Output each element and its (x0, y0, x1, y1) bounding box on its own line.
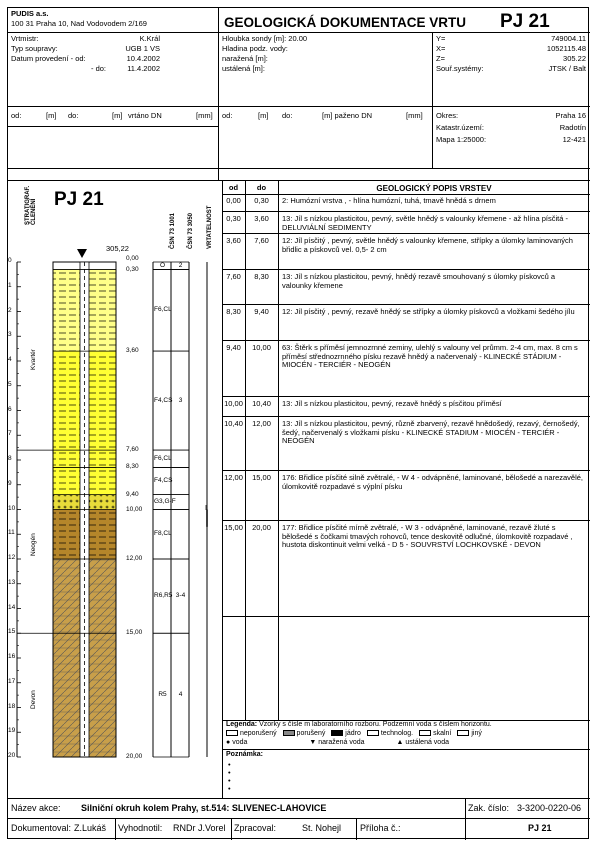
depth-scale-label: 7 (8, 430, 12, 438)
water-icon: ● (226, 739, 231, 746)
table-row (222, 397, 590, 417)
csn1-class: F4,CS (154, 396, 173, 404)
note-title: Poznámka: (226, 751, 263, 758)
rock-sample-icon (419, 730, 431, 736)
order-number: 3-3200-0220-06 (517, 803, 582, 813)
row-depth-to: 0,30 (254, 196, 269, 205)
log-title: PJ 21 (54, 189, 104, 210)
row-description: 13: Jíl s nízkou plasticitou, pevný, hnědý rezavě smouhovaný s úlomky pískovců a valounky křemene (282, 272, 556, 290)
documented-by: Z.Lukáš (74, 823, 107, 833)
depth-scale-label: 12 (8, 554, 16, 561)
document-title: GEOLOGICKÁ DOKUMENTACE VRTU (224, 15, 466, 30)
row-description: 2: Humózní vrstva , - hlína humózní, tuhá, tmavě hnědá s drnem (282, 196, 496, 205)
csn1-class: R6,R5 (154, 592, 173, 600)
strat-header: STRATIGRAF. ČLENĚNÍ (25, 185, 37, 225)
depth-scale-label: 16 (8, 653, 16, 660)
depth-scale-label: 9 (8, 479, 12, 487)
csn2-class: 2 (178, 261, 183, 269)
csn2-class: 3-4 (175, 592, 186, 600)
csn1-class: R5 (158, 691, 167, 699)
depth-scale-label: 3 (8, 331, 12, 339)
row-depth-from: 3,60 (226, 236, 241, 245)
project-name: Silniční okruh kolem Prahy, st.514: SLIVENEC-LAHOVICE (81, 803, 327, 813)
row-description: 12: Jíl písčitý , pevný, rezavě hnědý se střípky a úlomky pískovců a vložkami šedého jílu (282, 307, 575, 316)
depth-scale-label: 2 (8, 306, 12, 314)
depth-scale-label: 1 (8, 281, 12, 289)
table-row (222, 194, 590, 212)
depth-scale-label: 8 (8, 455, 12, 462)
table-row (222, 234, 590, 270)
depth-scale-label: 4 (8, 356, 12, 363)
row-description: 13: Jíl s nízkou plasticitou, pevný, světle hnědý s valounky křemene - až hlína písčitá - DELUVIÁLNÍ SEDIMENTY (282, 214, 568, 232)
layer-depth-label: 20,00 (126, 753, 143, 760)
processed-label: Zpracoval: (234, 823, 277, 833)
row-depth-from: 0,00 (226, 196, 241, 205)
depth-scale-label: 18 (8, 702, 16, 710)
row-description: 13: Jíl s nízkou plasticitou, pevný, různě zbarvený, rezavě hnědošedý, rezavý, černošedý, šedý, načervenalý s vložkami písku - KLINECKÉ STADIUM - MIOCÉN - TERCIÉR - NEOGÉN (282, 419, 580, 446)
csn1-class: F4,CS (154, 477, 173, 485)
layer-depth-label: 12,00 (126, 555, 143, 562)
table-row (222, 471, 590, 521)
core-sample-icon (331, 730, 343, 736)
row-description: 176: Břidlice písčité silně zvětralé, - W 4 - odvápněné, laminované, bělošedé a narezavělé, úlomkovitě rozpadavé s výplní písku (282, 473, 583, 491)
layer-depth-label: 9,40 (126, 490, 139, 498)
drillability-header: VRTATELNOST (207, 205, 213, 249)
layer-depth-label: 8,30 (126, 463, 139, 471)
depth-scale-label: 11 (8, 529, 15, 537)
depth-scale-label: 17 (8, 677, 16, 685)
layer-depth-label: 0,30 (126, 266, 139, 274)
strat-unit-label: Neogén (30, 532, 37, 556)
table-row (222, 417, 590, 471)
row-depth-to: 10,40 (252, 399, 271, 408)
row-depth-from: 12,00 (224, 473, 243, 482)
row-depth-to: 10,00 (252, 343, 271, 352)
csn2-header: ČSN 73 3050 (188, 212, 194, 249)
row-depth-to: 9,40 (254, 307, 269, 316)
row-depth-from: 10,40 (224, 419, 243, 428)
depth-scale-label: 14 (8, 603, 16, 611)
layer-depth-label: 15,00 (126, 629, 143, 637)
attachment-label: Příloha č.: (360, 823, 401, 833)
legend: Legenda: Vzorky s čísle m laboratorního rozboru. Podzemní voda s číslem horizontu. (226, 721, 492, 728)
project-label: Název akce: (11, 803, 61, 813)
processed-by: St. Nohejl (302, 823, 342, 833)
documented-label: Dokumentoval: (11, 823, 72, 833)
row-depth-from: 8,30 (226, 307, 241, 316)
layer-depth-label: 3,60 (126, 347, 139, 355)
legend-samples: neporušený porušený jádro technolog. skalní jiný (226, 730, 482, 738)
surface-elevation: 305,22 (106, 244, 129, 253)
other-sample-icon (457, 730, 469, 736)
desc-header-do: do (256, 183, 267, 192)
depth-scale-label: 5 (8, 380, 12, 388)
depth-scale-label: 10 (8, 504, 16, 512)
company-address: 100 31 Praha 10, Nad Vodovodem 2/169 (11, 19, 147, 28)
table-row (222, 212, 590, 234)
attachment-number: PJ 21 (528, 823, 552, 833)
struck-water-icon: ▼ (309, 739, 317, 746)
depth-scale-label: 20 (8, 752, 16, 759)
company-name: PUDIS a.s. (11, 9, 49, 18)
row-depth-to: 7,60 (254, 236, 269, 245)
row-depth-from: 9,40 (226, 343, 241, 352)
layer-depth-label: 7,60 (126, 446, 139, 454)
row-depth-from: 15,00 (224, 523, 243, 532)
row-depth-from: 10,00 (224, 399, 243, 408)
technological-sample-icon (367, 730, 379, 736)
row-depth-to: 12,00 (252, 419, 271, 428)
table-row (222, 341, 590, 397)
csn1-class: F8,CL (154, 530, 172, 538)
row-depth-from: 7,60 (226, 272, 241, 281)
bore-id: PJ 21 (500, 11, 550, 32)
csn2-class: 4 (178, 691, 183, 699)
row-description: 12: Jíl písčitý , pevný, světle hnědý s valounky křemene, střípky a úlomky laminovaných břidlic a pískovců vel. 0,5- 2 cm (282, 236, 573, 254)
borehole-log (8, 180, 222, 798)
table-row (222, 521, 590, 617)
disturbed-sample-icon (283, 730, 295, 736)
evaluated-label: Vyhodnotil: (118, 823, 163, 833)
depth-scale-label: 13 (8, 578, 16, 586)
strat-unit-label: Devon (30, 690, 37, 710)
desc-header-od: od (228, 183, 239, 192)
order-label: Zak. číslo: (468, 803, 510, 813)
table-row (222, 305, 590, 341)
csn1-class: G3,G-F (154, 498, 176, 506)
csn1-class: O (159, 261, 166, 269)
csn1-class: F6,CL (154, 454, 172, 462)
row-depth-from: 0,30 (226, 214, 241, 223)
row-description: 177: Břidlice písčité mírně zvětralé, - W 3 - odvápněné, laminované, rezavě žluté s bělošedé s čočkami tmavých rohovců, tence deskovitě odlučné, úlomkovitě rozpadavé , hustota diskontinuit velmi velká - D 5 - SOUVRSTVÍ LOCHKOVSKÉ - DEVON (282, 523, 573, 550)
evaluated-by: RNDr J.Vorel (173, 823, 226, 833)
row-depth-to: 8,30 (254, 272, 269, 281)
csn2-class: 3 (178, 396, 183, 404)
row-depth-to: 15,00 (252, 473, 271, 482)
row-depth-to: 3,60 (254, 214, 269, 223)
layer-depth-label: 0,00 (126, 255, 139, 262)
layer-depth-label: 10,00 (126, 505, 143, 513)
drillability-value: I (205, 504, 207, 512)
geological-log-sheet: PUDIS a.s. 100 31 Praha 10, Nad Vodovodem 2/169 GEOLOGICKÁ DOKUMENTACE VRTU PJ 21 Vrtmistr: K.Král Typ soupravy: UGB 1 VS Datum provedení - od: 10.4.2002 - do: 11.4.2002 Hloubka sondy [m]: 20.00 Hladina podz. vody: naražená [m]: ustálená [m]: Y= 749004.11 X= 1052115.48 Z= 305.22 Souř.systémy: JTSK / Balt od: [m] do: [m] vrtáno DN [mm] od: [m] do: [m] paženo DN [mm] Okres: Praha 16 Katastr.území: Radotín Mapa 1:25000: 12-421 PJ 21 STRATIGRAF. ČLENĚNÍ ČSN 73 1001 ČSN 73 3050 VRTATELNOST 305,22 0 1 2 3 4 5 6 7 8 9 10 11 12 13 14 15 16 17 18 19 20 0,00 0,30 3,60 7,60 8,30 9,40 10,00 12,00 15,00 20,00 O 2 F6,CL F4,CS 3 F6,CL F4,CS G3,G-F F8,CL R6,R5 3-4 R5 4 I Kvartér Neogén Devon od do GEOLOGICKÝ POPIS VRSTEV 0,00 0,30 2: Humózní vrstva , - hlína humózní, tuhá, tmavě hnědá s drnem 0,30 3,60 13: Jíl s nízkou plasticitou, pevný, světle hnědý s valounky křemene - až hlína písčitá - DELUVIÁLNÍ SEDIMENTY 3,60 7,60 12: Jíl písčitý , pevný, světle hnědý s valounky křemene, střípky a úlomky laminovaných břidlic a pískovců vel. 0,5- 2 cm 7,60 8,30 13: Jíl s nízkou plasticitou, pevný, hnědý rezavě smouhovaný s úlomky pískovců a valounky křemene 8,30 9,40 12: Jíl písčitý , pevný, rezavě hnědý se střípky a úlomky pískovců a vložkami šedého jílu 9,40 10,00 63: Štěrk s příměsí jemnozrnné zeminy, ulehlý s valouny vel průmm. 2-4 cm, max. 8 cm s příměsí střednozrnného písku rezavě hnědý a načervenalý - KLINECKÉ STÁDIUM - MIOCÉN - TERCIÉR - NEOGÉN 10,00 10,40 13: Jíl s nízkou plasticitou, pevný, rezavě hnědý s písčitou příměsí 10,40 12,00 13: Jíl s nízkou plasticitou, pevný, různě zbarvený, rezavě hnědošedý, rezavý, černošedý, šedý, načervenalý s vložkami písku - KLINECKÉ STADIUM - MIOCÉN - TERCIÉR - NEOGÉN 12,00 15,00 176: Břidlice písčité silně zvětralé, - W 4 - odvápněné, laminované, bělošedé a narezavělé, úlomkovitě rozpadavé s výplní písku 15,00 20,00 177: Břidlice písčité mírně zvětralé, - W 3 - odvápněné, laminované, rezavě žluté s bělošedé s čočkami tmavých rohovců, tence deskovitě odlučné, úlomkovitě rozpadavé , hustota diskontinuit velmi velká - D 5 - SOUVRSTVÍ LOCHKOVSKÉ - DEVON Legenda: Vzorky s čísle m laboratorního rozboru. Podzemní voda s číslem horizontu. neporušený porušený jádro technolog. skalní jiný ● voda ▼ naražená voda ▲ ustálená voda Poznámka: • • • • Název akce: Silniční okruh kolem Prahy, st.514: SLIVENEC-LAHOVICE Zak. číslo: 3-3200-0220-06 Dokumentoval: Z.Lukáš Vyhodnotil: RNDr J.Vorel Zpracoval: St. Nohejl Příloha č.: PJ 21 (7, 7, 589, 839)
steady-water-icon: ▲ (396, 739, 404, 746)
csn1-class: F6,CL (154, 306, 172, 314)
depth-scale-label: 15 (8, 628, 16, 636)
depth-scale-label: 19 (8, 727, 16, 735)
row-depth-to: 20,00 (252, 523, 271, 532)
undisturbed-sample-icon (226, 730, 238, 736)
strat-unit-label: Kvartér (30, 349, 37, 371)
depth-scale-label: 0 (8, 257, 12, 264)
legend-water: ● voda ▼ naražená voda ▲ ustálená voda (226, 739, 449, 746)
row-description: 63: Štěrk s příměsí jemnozrnné zeminy, ulehlý s valouny vel průmm. 2-4 cm, max. 8 cm s příměsí střednozrnného písku rezavě hnědý a načervenalý - KLINECKÉ STÁDIUM - MIOCÉN - TERCIÉR - NEOGÉN (282, 343, 578, 370)
csn1-header: ČSN 73 1001 (170, 212, 176, 249)
table-row (222, 270, 590, 305)
depth-scale-label: 6 (8, 405, 12, 413)
desc-header-title: GEOLOGICKÝ POPIS VRSTEV (376, 184, 492, 193)
row-description: 13: Jíl s nízkou plasticitou, pevný, rezavě hnědý s písčitou příměsí (282, 399, 502, 408)
